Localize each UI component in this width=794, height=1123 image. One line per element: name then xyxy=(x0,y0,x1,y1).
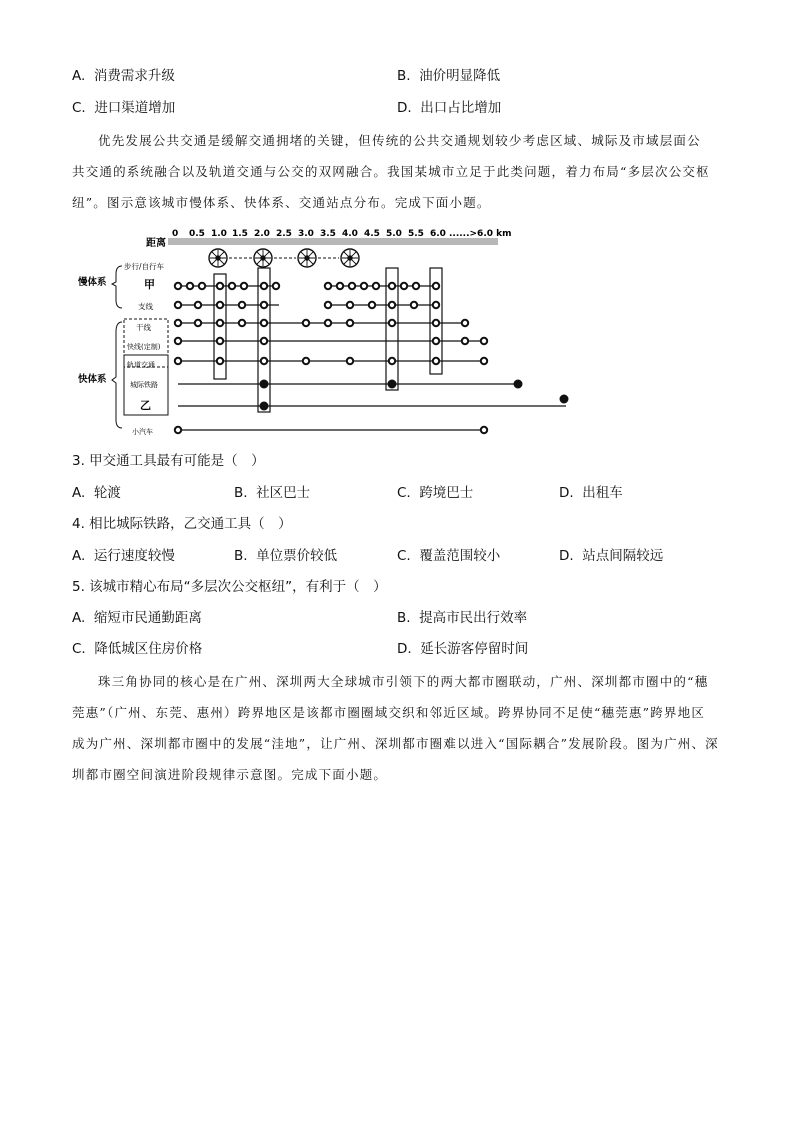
q5-option-d[interactable] xyxy=(397,640,528,658)
q3-option-c[interactable] xyxy=(397,484,473,502)
station xyxy=(175,302,181,308)
tick-label: 5.0 xyxy=(386,229,402,239)
material-line: 优先发展公共交通是缓解交通拥堵的关键，但传统的公共交通规划较少考虑区域、城际及市域层面公 xyxy=(98,133,701,148)
station-filled xyxy=(388,380,397,389)
tick-label: 1.0 xyxy=(211,229,227,239)
prev-option-a[interactable] xyxy=(72,67,175,85)
option-text: 延长游客停留时间 xyxy=(420,641,529,657)
tick-label: 5.5 xyxy=(408,229,424,239)
slow-system-brace xyxy=(112,266,122,308)
station xyxy=(199,283,205,289)
station xyxy=(241,283,247,289)
tick-label: 0.5 xyxy=(189,229,205,239)
option-letter: A. xyxy=(72,548,86,564)
bicycle-wheel-icons xyxy=(209,249,359,267)
station xyxy=(239,302,245,308)
station xyxy=(303,320,309,326)
option-text: 运行速度较慢 xyxy=(93,548,175,564)
option-text: 跨境巴士 xyxy=(419,485,474,501)
station xyxy=(261,302,267,308)
q4-option-a[interactable] xyxy=(72,547,175,565)
q3-option-d[interactable] xyxy=(559,484,623,502)
fast-system-label: 快体系 xyxy=(78,374,107,385)
station xyxy=(433,283,439,289)
q3-option-b[interactable] xyxy=(234,484,310,502)
option-letter: A. xyxy=(72,68,86,84)
q5-option-a[interactable] xyxy=(72,609,202,627)
tick-label: ......>6.0 km xyxy=(449,229,512,239)
tick-label: 6.0 xyxy=(430,229,446,239)
station xyxy=(347,358,353,364)
option-text: 进口渠道增加 xyxy=(94,100,176,116)
station-filled xyxy=(260,380,269,389)
option-letter: D. xyxy=(559,485,574,501)
station xyxy=(217,338,223,344)
option-letter: D. xyxy=(397,641,412,657)
station xyxy=(195,302,201,308)
row-label-trunk: 干线 xyxy=(136,323,151,332)
option-letter: D. xyxy=(397,100,412,116)
material-paragraph-1 xyxy=(72,125,724,218)
question-3-stem: 3. 甲交通工具最有可能是（ ） xyxy=(72,453,265,469)
station xyxy=(229,283,235,289)
row-label-jia: 甲 xyxy=(144,278,155,291)
distance-bar xyxy=(168,238,498,245)
station xyxy=(325,302,331,308)
option-letter: B. xyxy=(397,68,411,84)
material-line: 圳都市圈空间演进阶段规律示意图。完成下面小题。 xyxy=(72,767,388,782)
material-paragraph-2 xyxy=(72,666,724,790)
option-text: 降低城区住房价格 xyxy=(94,641,203,657)
station xyxy=(433,358,439,364)
fast-system-brace xyxy=(112,322,122,428)
option-text: 缩短市民通勤距离 xyxy=(93,610,202,626)
station xyxy=(433,320,439,326)
station xyxy=(373,283,379,289)
station xyxy=(481,358,487,364)
station xyxy=(462,338,468,344)
station xyxy=(389,283,395,289)
station xyxy=(413,283,419,289)
row-label-yi: 乙 xyxy=(140,399,151,412)
station xyxy=(175,320,181,326)
station-markers xyxy=(175,283,487,433)
row-label-rail: 轨道交通 xyxy=(127,361,155,369)
station xyxy=(175,358,181,364)
option-letter: B. xyxy=(234,548,248,564)
station xyxy=(389,358,395,364)
station xyxy=(261,283,267,289)
tick-label: 2.0 xyxy=(254,229,270,239)
row-label-car: 小汽车 xyxy=(132,428,153,436)
q3-option-a[interactable] xyxy=(72,484,121,502)
station xyxy=(347,320,353,326)
option-text: 社区巴士 xyxy=(256,485,311,501)
station-filled xyxy=(514,380,523,389)
prev-option-b[interactable] xyxy=(397,67,500,85)
station xyxy=(239,320,245,326)
q5-option-b[interactable] xyxy=(397,609,527,627)
option-text: 出租车 xyxy=(582,485,623,501)
station xyxy=(361,283,367,289)
tick-label: 4.0 xyxy=(342,229,358,239)
option-letter: C. xyxy=(397,485,411,501)
distance-label: 距离 xyxy=(146,238,166,249)
option-text: 轮渡 xyxy=(93,485,121,501)
tick-label: 3.0 xyxy=(298,229,314,239)
station xyxy=(261,358,267,364)
wheel-icon xyxy=(254,249,272,267)
station xyxy=(481,427,487,433)
option-letter: A. xyxy=(72,610,86,626)
tick-label: 2.5 xyxy=(276,229,292,239)
material-line: 共交通的系统融合以及轨道交通与公交的双网融合。我国某城市立足于此类问题，着力布局“多层次公交枢 xyxy=(72,164,710,179)
tick-label: 4.5 xyxy=(364,229,380,239)
station xyxy=(389,320,395,326)
row-label-walk-bike: 步行/自行车 xyxy=(124,262,165,271)
prev-option-c[interactable] xyxy=(72,99,175,117)
station xyxy=(273,283,279,289)
tick-label: 1.5 xyxy=(232,229,248,239)
station xyxy=(433,338,439,344)
station xyxy=(303,358,309,364)
station xyxy=(433,302,439,308)
wheel-icon xyxy=(298,249,316,267)
slow-system-label: 慢体系 xyxy=(78,277,107,288)
station xyxy=(195,320,201,326)
station xyxy=(261,320,267,326)
option-letter: B. xyxy=(234,485,248,501)
station xyxy=(325,320,331,326)
option-text: 出口占比增加 xyxy=(420,100,502,116)
option-letter: C. xyxy=(397,548,411,564)
row-label-branch: 支线 xyxy=(138,302,153,311)
option-text: 消费需求升级 xyxy=(93,68,175,84)
station xyxy=(217,358,223,364)
option-letter: B. xyxy=(397,610,411,626)
wheel-icon xyxy=(341,249,359,267)
station xyxy=(462,320,468,326)
spacer xyxy=(270,399,564,406)
tick-label: 3.5 xyxy=(320,229,336,239)
station-filled xyxy=(260,402,269,411)
option-text: 站点间隔较远 xyxy=(582,548,664,564)
station xyxy=(349,283,355,289)
station xyxy=(347,302,353,308)
option-letter: C. xyxy=(72,641,86,657)
prev-option-d[interactable] xyxy=(397,99,501,117)
option-letter: A. xyxy=(72,485,86,501)
option-text: 提高市民出行效率 xyxy=(419,610,528,626)
transport-diagram xyxy=(72,222,582,444)
station xyxy=(217,302,223,308)
station xyxy=(187,283,193,289)
q4-option-b[interactable] xyxy=(234,547,337,565)
option-letter: C. xyxy=(72,100,86,116)
wheel-icon xyxy=(209,249,227,267)
row-label-intercity: 城际铁路 xyxy=(130,381,158,389)
tick-label: 0 xyxy=(172,229,179,239)
option-text: 油价明显降低 xyxy=(419,68,501,84)
station xyxy=(217,283,223,289)
station xyxy=(175,283,181,289)
station xyxy=(411,302,417,308)
station xyxy=(175,427,181,433)
question-4-stem: 4. 相比城际铁路，乙交通工具（ ） xyxy=(72,516,292,532)
material-line: 成为广州、深圳都市圈中的发展“洼地”，让广州、深圳都市圈难以进入“国际耦合”发展阶段。图为广州、深 xyxy=(72,736,719,751)
transport-figure xyxy=(72,222,582,444)
station xyxy=(481,338,487,344)
q4-option-c[interactable] xyxy=(397,547,500,565)
station xyxy=(325,283,331,289)
q4-option-d[interactable] xyxy=(559,547,663,565)
row-label-express: 快线(定制) xyxy=(127,343,161,351)
material-line: 莞惠”（广州、东莞、惠州）跨界地区是该都市圈圈域交织和邻近区域。跨界协同不足使“穗莞惠”跨界地区 xyxy=(72,705,706,720)
distance-ticks xyxy=(172,229,512,239)
station xyxy=(389,302,395,308)
station xyxy=(261,338,267,344)
material-line: 纽”。图示意该城市慢体系、快体系、交通站点分布。完成下面小题。 xyxy=(72,195,491,210)
question-5-stem: 5. 该城市精心布局“多层次公交枢纽”，有利于（ ） xyxy=(72,579,387,595)
station xyxy=(217,320,223,326)
q5-option-c[interactable] xyxy=(72,640,202,658)
option-text: 覆盖范围较小 xyxy=(419,548,501,564)
material-line: 珠三角协同的核心是在广州、深圳两大全球城市引领下的两大都市圈联动，广州、深圳都市圈中的“穗 xyxy=(98,674,709,689)
station xyxy=(401,283,407,289)
station xyxy=(337,283,343,289)
station xyxy=(369,302,375,308)
station xyxy=(175,338,181,344)
option-text: 单位票价较低 xyxy=(256,548,338,564)
option-letter: D. xyxy=(559,548,574,564)
